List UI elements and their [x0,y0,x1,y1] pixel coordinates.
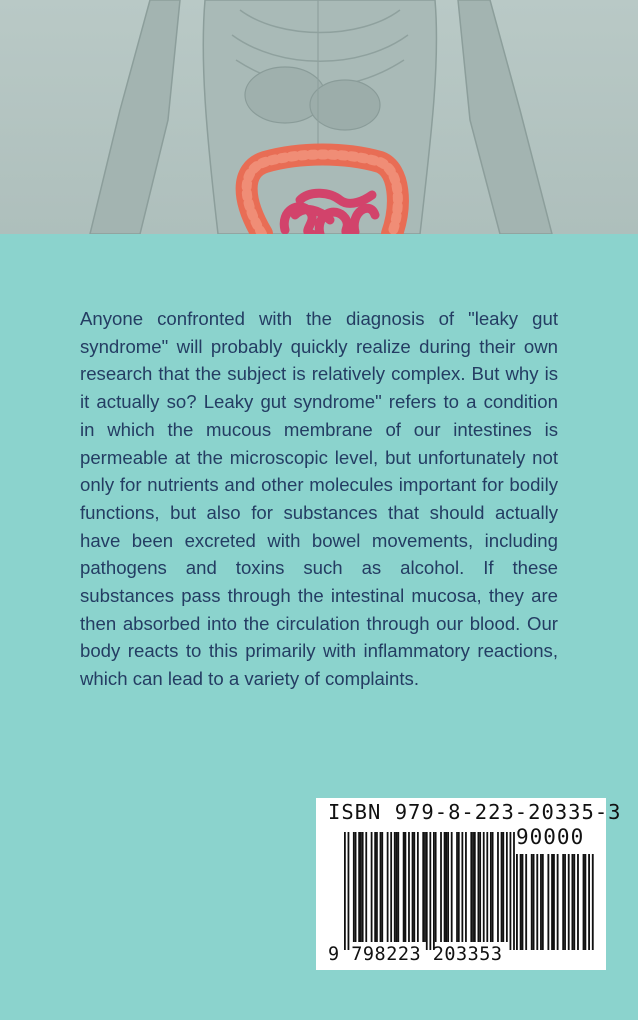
barcode-bar [376,832,378,942]
barcode-bar [380,832,382,942]
addon-bar [540,854,542,950]
barcode-bar [502,832,504,942]
addon-bar [525,854,527,950]
barcode-bar [396,832,398,942]
barcode-bar [355,832,357,942]
barcode-bar [451,832,453,942]
barcode-bar [478,832,480,942]
addon-bar [547,854,549,950]
barcode-bar [417,832,419,942]
barcode-bar [486,832,488,942]
barcode-bar [394,832,396,942]
barcode-bar [405,832,407,942]
barcode-bar [513,832,515,950]
barcode-bar [381,832,383,942]
addon-bar [583,854,585,950]
right-arm-shape [458,0,552,234]
barcode-bar [422,832,424,942]
barcode-bar [426,832,428,950]
isbn-barcode [316,798,622,970]
barcode-bar [440,832,442,942]
barcode-bar [429,832,431,950]
addon-bar [522,854,524,950]
barcode-bar [474,832,476,942]
addon-bar [592,854,594,950]
barcode-bar [461,832,463,942]
addon-bar [568,854,570,950]
barcode-bar [348,832,350,950]
barcode-bar [497,832,499,942]
addon-bar [584,854,586,950]
addon-bar [564,854,566,950]
barcode-bar [492,832,494,942]
barcode-bar [465,832,467,942]
barcode-addon-price: 90000 [516,825,585,849]
barcode-bar [397,832,399,942]
barcode-bar [433,832,435,950]
anatomy-illustration [0,0,638,234]
barcode-bar [390,832,392,942]
addon-bar [573,854,575,950]
barcode-bar [479,832,481,942]
barcode-bar [358,832,360,942]
barcode-bar [424,832,426,942]
barcode-bar [371,832,373,942]
addon-bar [572,854,574,950]
barcode-bar [387,832,389,942]
barcode-bar [403,832,405,942]
barcode-bar [456,832,458,942]
left-arm-shape [90,0,180,234]
barcode-bar [506,832,508,942]
barcode-bar [447,832,449,942]
barcode-bar [413,832,415,942]
addon-bar [542,854,544,950]
addon-bar [577,854,579,950]
barcode-bar [360,832,362,942]
barcode-bar [490,832,492,942]
barcode-bar [458,832,460,942]
barcode-bar [510,832,512,950]
back-cover-blurb: Anyone confronted with the diagnosis of "leaky gut syndrome" will probably quickly realize during their own research that the subject is relatively complex. But why is it actually so? Leaky gut syndrome" refers to a condition in which the mucous membrane of our intestines is permeable at the microscopic level, but unfortunately not only for nutrients and other molecules important for bodily functions, but also for substances that should actually have been excreted with bowel movements, including pathogens and toxins such as alcohol. If these substances pass through the intestinal mucosa, they are then absorbed into the circulation through our blood. Our body reacts to this primarily with inflammatory reactions, which can lead to a variety of complaints. [80,308,558,690]
barcode-bar [365,832,367,942]
addon-bar [536,854,538,950]
addon-bar [557,854,559,950]
barcode-bar [444,832,446,942]
barcode-bar [374,832,376,942]
isbn-label: ISBN 979-8-223-20335-3 [328,800,622,824]
barcode-bar [353,832,355,942]
barcode-bar [408,832,410,942]
addon-bar [553,854,555,950]
addon-bar [551,854,553,950]
barcode-bar [435,832,437,942]
barcode-bar [412,832,414,942]
addon-bar [516,854,518,950]
barcode-bar [344,832,346,950]
barcode-bar [501,832,503,942]
addon-bar [588,854,590,950]
addon-bar [562,854,564,950]
stomach-shape [310,80,380,130]
barcode-bar [445,832,447,942]
addon-bar [531,854,533,950]
barcode-bar [472,832,474,942]
barcode-bar [483,832,485,942]
ean-digits: 9 798223 203353 [328,944,503,965]
cover-illustration [0,0,638,234]
addon-bar [533,854,535,950]
addon-bar [520,854,522,950]
barcode-bar [362,832,364,942]
barcode-bar [470,832,472,942]
